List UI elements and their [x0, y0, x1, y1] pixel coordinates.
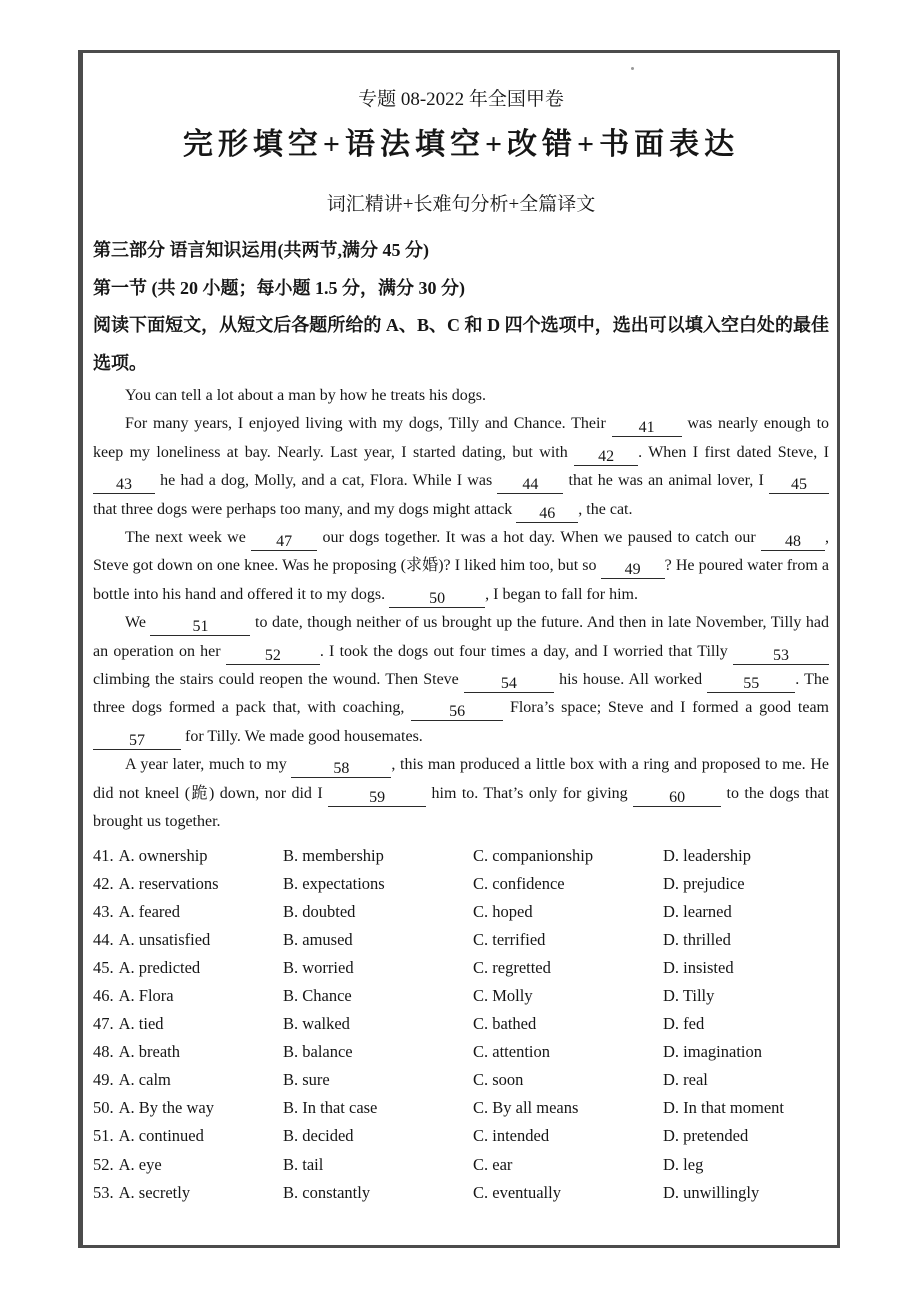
question-number: 44.: [93, 929, 114, 949]
question-row-45: [93, 954, 829, 982]
cloze-blank-54: 54: [464, 673, 554, 693]
option-b: B. walked: [283, 1014, 350, 1034]
option-d: D. thrilled: [663, 929, 731, 949]
cloze-blank-55: 55: [707, 673, 795, 693]
question-row-51: [93, 1122, 829, 1150]
question-cell-a: [93, 1038, 283, 1066]
question-row-44: [93, 926, 829, 954]
question-row-42: [93, 870, 829, 898]
option-a: A. unsatisfied: [118, 929, 211, 949]
main-title: 完形填空+语法填空+改错+书面表达: [182, 128, 740, 161]
option-a: A. eye: [118, 1154, 162, 1174]
cloze-blank-51: 51: [150, 616, 250, 636]
option-b: B. amused: [283, 929, 353, 949]
passage-paragraph: For many years, I enjoyed living with my dogs, Tilly and Chance. Their 41 was nearly enough to keep my loneliness at bay. Nearly. Last year, I started dating, but with 42 . When I first dated Steve, I 43 he had a dog, Molly, and a cat, Flora. While I was 44 that he was an animal lover, I 45 that three dogs were perhaps too many, and my dogs might attack 46 , the cat.: [93, 415, 830, 522]
question-number: 43.: [93, 901, 114, 921]
option-a: A. feared: [118, 901, 181, 921]
option-c: C. eventually: [473, 1182, 561, 1202]
question-number: 51.: [93, 1126, 114, 1146]
option-d: D. prejudice: [663, 873, 745, 893]
question-number: 46.: [93, 985, 114, 1005]
option-d: D. imagination: [663, 1042, 762, 1062]
question-cell-a: [93, 870, 283, 898]
question-cell-a: [93, 1094, 283, 1122]
option-a: A. breath: [118, 1042, 181, 1062]
question-cell-a: [93, 1151, 283, 1179]
option-a: A. predicted: [118, 957, 201, 977]
cloze-blank-60: 60: [633, 787, 721, 807]
cloze-blank-58: 58: [291, 758, 391, 778]
option-c: C. Molly: [473, 985, 533, 1005]
option-d: D. fed: [663, 1014, 705, 1034]
cloze-passage: [93, 382, 829, 837]
question-number: 45.: [93, 957, 114, 977]
option-d: D. learned: [663, 901, 732, 921]
option-c: C. attention: [473, 1042, 550, 1062]
question-row-49: [93, 1066, 829, 1094]
option-c: C. soon: [473, 1070, 524, 1090]
scan-artifact-dot: [631, 67, 634, 70]
question-row-46: [93, 982, 829, 1010]
options-table: [93, 842, 829, 1207]
option-d: D. In that moment: [663, 1098, 784, 1118]
option-d: D. insisted: [663, 957, 734, 977]
question-row-41: [93, 842, 829, 870]
option-c: C. regretted: [473, 957, 551, 977]
question-cell-a: [93, 926, 283, 954]
option-c: C. hoped: [473, 901, 533, 921]
option-d: D. real: [663, 1070, 708, 1090]
cloze-blank-56: 56: [411, 701, 503, 721]
option-a: A. calm: [118, 1070, 171, 1090]
cloze-blank-47: 47: [251, 531, 317, 551]
question-row-47: [93, 1010, 829, 1038]
question-cell-a: [93, 982, 283, 1010]
cloze-blank-50: 50: [389, 588, 485, 608]
cloze-blank-46: 46: [516, 503, 578, 523]
question-number: 42.: [93, 873, 114, 893]
passage-paragraph: The next week we 47 our dogs together. It was a hot day. When we paused to catch our 48 , Steve got down on one knee. Was he proposing (求婚)? I liked him too, but so 49 ? He poured water from a bottle into his hand and offered it to my dogs. 50 , I began to fall for him.: [93, 529, 829, 607]
option-a: A. By the way: [118, 1098, 214, 1118]
cloze-blank-44: 44: [497, 474, 563, 494]
cloze-blank-59: 59: [328, 787, 426, 807]
question-cell-a: [93, 1066, 283, 1094]
option-c: C. intended: [473, 1126, 550, 1146]
subtitle: 词汇精讲+长难句分析+全篇译文: [326, 194, 596, 215]
option-d: D. unwillingly: [663, 1182, 760, 1202]
option-c: C. confidence: [473, 873, 565, 893]
document-page: [78, 50, 840, 1248]
instructions-text: 阅读下面短文，从短文后各题所给的 A、B、C 和 D 四个选项中，选出可以填入空白处的最佳选项。: [93, 315, 829, 373]
question-number: 47.: [93, 1014, 114, 1034]
option-b: B. decided: [283, 1126, 354, 1146]
option-b: B. worried: [283, 957, 354, 977]
option-d: D. leg: [663, 1154, 704, 1174]
option-c: C. companionship: [473, 845, 594, 865]
question-row-53: [93, 1179, 829, 1207]
question-number: 48.: [93, 1042, 114, 1062]
passage-paragraph: A year later, much to my 58 , this man produced a little box with a ring and proposed to me. He did not kneel (跪) down, nor did I 59 him to. That’s only for giving 60 to the dogs that brought us together.: [93, 756, 829, 831]
option-c: C. By all means: [473, 1098, 579, 1118]
question-row-43: [93, 898, 829, 926]
cloze-blank-57: 57: [93, 730, 181, 750]
question-cell-a: [93, 954, 283, 982]
option-a: A. Flora: [118, 985, 174, 1005]
question-row-48: [93, 1038, 829, 1066]
question-row-50: [93, 1094, 829, 1122]
section-heading: 第一节 (共 20 小题；每小题 1.5 分，满分 30 分): [93, 277, 465, 298]
cloze-blank-43: 43: [93, 474, 155, 494]
option-b: B. expectations: [283, 873, 385, 893]
option-c: C. bathed: [473, 1014, 537, 1034]
option-b: B. tail: [283, 1154, 324, 1174]
question-cell-a: [93, 1179, 283, 1207]
cloze-blank-52: 52: [226, 645, 320, 665]
question-number: 52.: [93, 1154, 114, 1174]
passage-paragraph: You can tell a lot about a man by how he treats his dogs.: [125, 387, 486, 404]
cloze-blank-48: 48: [761, 531, 825, 551]
cloze-blank-53: 53: [733, 645, 829, 665]
passage-paragraph: We 51 to date, though neither of us brought up the future. And then in late November, Tilly had an operation on her 52 . I took the dogs out four times a day, and I worried that Tilly 53 climbing the stairs could reopen the wound. Then Steve 54 his house. All worked 55 . The three dogs formed a pack that, with coaching, 56 Flora’s space; Steve and I formed a good team 57 for Tilly. We made good housemates.: [93, 614, 830, 749]
question-cell-a: [93, 1122, 283, 1150]
option-b: B. sure: [283, 1070, 330, 1090]
cloze-blank-41: 41: [612, 417, 682, 437]
question-number: 41.: [93, 845, 114, 865]
option-b: B. Chance: [283, 985, 352, 1005]
cloze-blank-45: 45: [769, 474, 829, 494]
question-number: 49.: [93, 1070, 114, 1090]
option-a: A. continued: [118, 1126, 204, 1146]
question-row-52: [93, 1151, 829, 1179]
option-a: A. reservations: [118, 873, 219, 893]
option-d: D. leadership: [663, 845, 751, 865]
option-b: B. balance: [283, 1042, 353, 1062]
option-c: C. ear: [473, 1154, 513, 1174]
question-cell-a: [93, 898, 283, 926]
option-a: A. tied: [118, 1014, 164, 1034]
question-cell-a: [93, 842, 283, 870]
topic-line: 专题 08-2022 年全国甲卷: [358, 89, 564, 110]
option-c: C. terrified: [473, 929, 546, 949]
option-d: D. pretended: [663, 1126, 749, 1146]
cloze-blank-49: 49: [601, 559, 665, 579]
option-d: D. Tilly: [663, 985, 715, 1005]
option-a: A. ownership: [118, 845, 208, 865]
option-b: B. constantly: [283, 1182, 371, 1202]
question-number: 53.: [93, 1182, 114, 1202]
question-number: 50.: [93, 1098, 114, 1118]
option-b: B. membership: [283, 845, 384, 865]
question-cell-a: [93, 1010, 283, 1038]
cloze-blank-42: 42: [574, 446, 638, 466]
option-a: A. secretly: [118, 1182, 191, 1202]
option-b: B. In that case: [283, 1098, 378, 1118]
option-b: B. doubted: [283, 901, 356, 921]
part-heading: 第三部分 语言知识运用(共两节,满分 45 分): [93, 240, 429, 260]
